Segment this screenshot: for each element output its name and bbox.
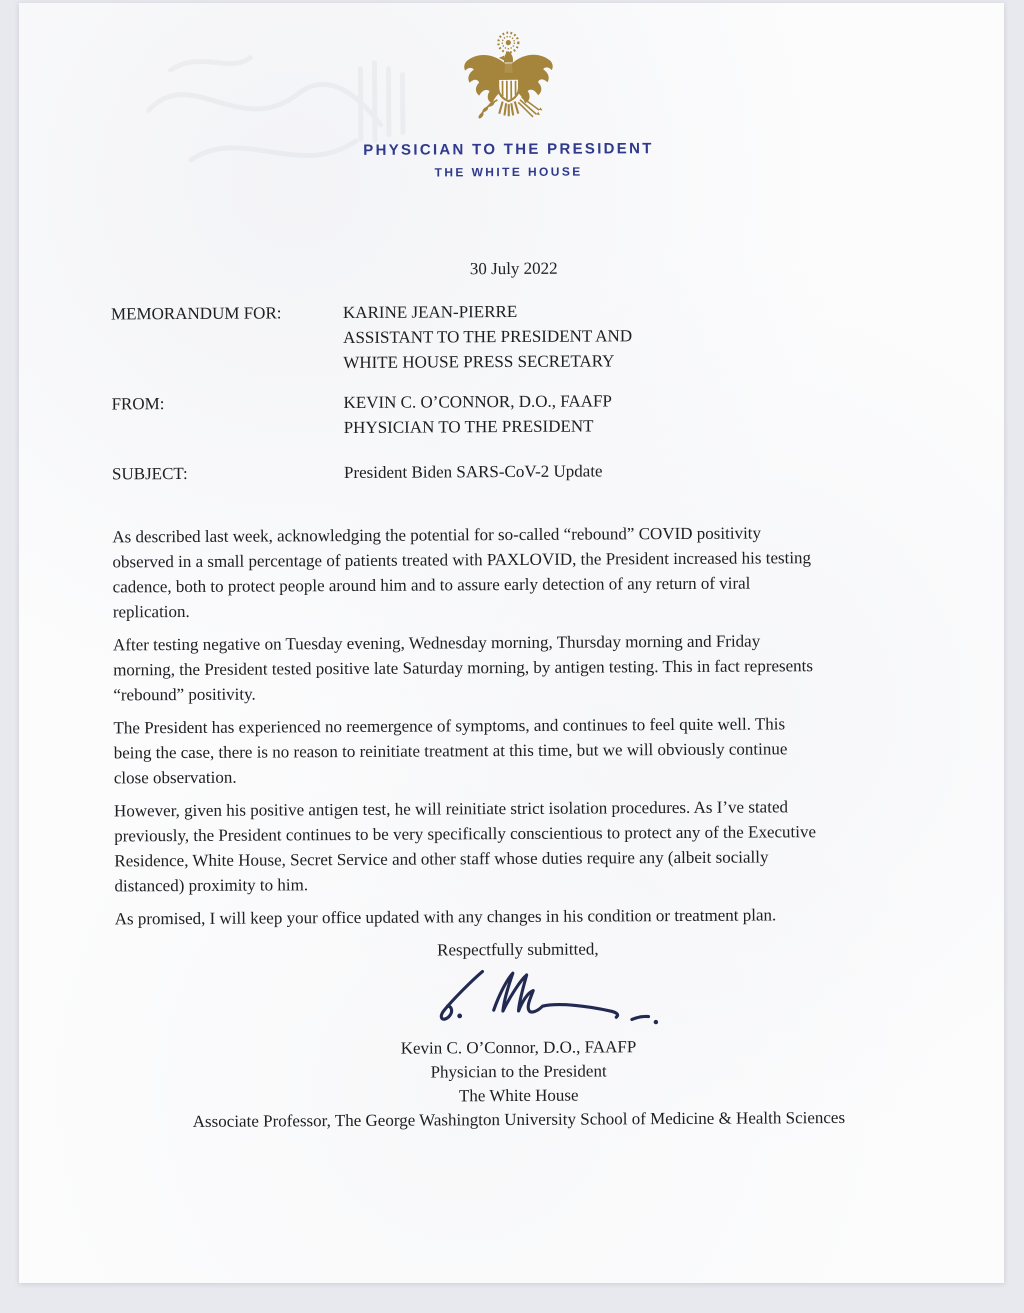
memo-page xyxy=(19,3,1004,1283)
memo-field-value-line: KARINE JEAN-PIERRE xyxy=(342,301,518,323)
signer-org: The White House xyxy=(458,1085,579,1106)
closing-line: Respectfully submitted, xyxy=(437,939,599,960)
body-paragraph xyxy=(115,902,921,932)
memo-field-value xyxy=(343,297,917,376)
memo-field xyxy=(111,387,917,442)
memo-field-label: MEMORANDUM FOR: xyxy=(110,303,282,324)
memo-field-value-line: ASSISTANT TO THE PRESIDENT AND xyxy=(343,326,633,348)
body-line: However, given his positive antigen test, he will reinitiate strict isolation procedures. As I’ve stated xyxy=(113,797,789,821)
letterhead xyxy=(15,26,1001,182)
memo-field-value xyxy=(344,457,918,486)
memo-date: 30 July 2022 xyxy=(469,258,558,279)
body-line: previously, the President continues to be very specifically conscientious to protect any of the Executive xyxy=(114,822,817,846)
memo-field xyxy=(112,457,918,487)
body-paragraph xyxy=(114,794,921,899)
memo-field-label: FROM: xyxy=(111,394,165,414)
signature-block xyxy=(115,1034,922,1135)
signer-affiliation: Associate Professor, The George Washington University School of Medicine & Health Sciences xyxy=(192,1107,846,1131)
body-line: distanced) proximity to him. xyxy=(114,875,309,896)
memo-header xyxy=(111,297,918,487)
body-line: The President has experienced no reemergence of symptoms, and continues to feel quite well. This xyxy=(113,714,786,738)
memo-field-value-line: PHYSICIAN TO THE PRESIDENT xyxy=(343,416,594,438)
body-line: replication. xyxy=(112,601,190,622)
memo-field-value-line: KEVIN C. O’CONNOR, D.O., FAAFP xyxy=(343,391,612,413)
scanned-content xyxy=(15,0,1008,1286)
body-paragraph xyxy=(113,628,919,708)
body-line: morning, the President tested positive late Saturday morning, by antigen testing. This in fact represents xyxy=(113,656,814,680)
body-line: being the case, there is no reason to reinitiate treatment at this time, but we will obviously continue xyxy=(113,739,788,763)
signer-title: Physician to the President xyxy=(430,1061,607,1082)
body-line: close observation. xyxy=(113,767,237,788)
memo-field xyxy=(111,297,917,377)
letter-body-column xyxy=(111,254,922,1135)
body-line: Residence, White House, Secret Service and other staff whose duties require any (albeit socially xyxy=(114,847,769,871)
signer-name: Kevin C. O’Connor, D.O., FAAFP xyxy=(400,1037,637,1058)
memo-field-label: SUBJECT: xyxy=(111,463,188,484)
great-seal-eagle-icon xyxy=(456,29,561,130)
body-paragraph xyxy=(113,711,919,791)
body-line: As promised, I will keep your office updated with any changes in his condition or treatment plan. xyxy=(114,905,777,929)
body-paragraph xyxy=(112,520,919,625)
memo-field-value xyxy=(343,387,917,441)
body-line: observed in a small percentage of patients treated with PAXLOVID, the President increased his testing xyxy=(112,548,812,572)
memo-field-value-line: WHITE HOUSE PRESS SECRETARY xyxy=(343,351,615,373)
body-line: As described last week, acknowledging the potential for so-called “rebound” COVID positivity xyxy=(112,523,762,547)
letterhead-title: PHYSICIAN TO THE PRESIDENT xyxy=(363,140,654,159)
body-line: After testing negative on Tuesday evening, Wednesday morning, Thursday morning and Friday xyxy=(112,631,761,655)
body-line: “rebound” positivity. xyxy=(113,684,256,705)
body-line: cadence, both to protect people around him and to assure early detection of any return of viral xyxy=(112,573,751,597)
letterhead-subtitle: THE WHITE HOUSE xyxy=(434,164,583,180)
memo-field-value-line: President Biden SARS-CoV-2 Update xyxy=(343,461,603,483)
handwritten-signature-icon xyxy=(397,963,671,1035)
